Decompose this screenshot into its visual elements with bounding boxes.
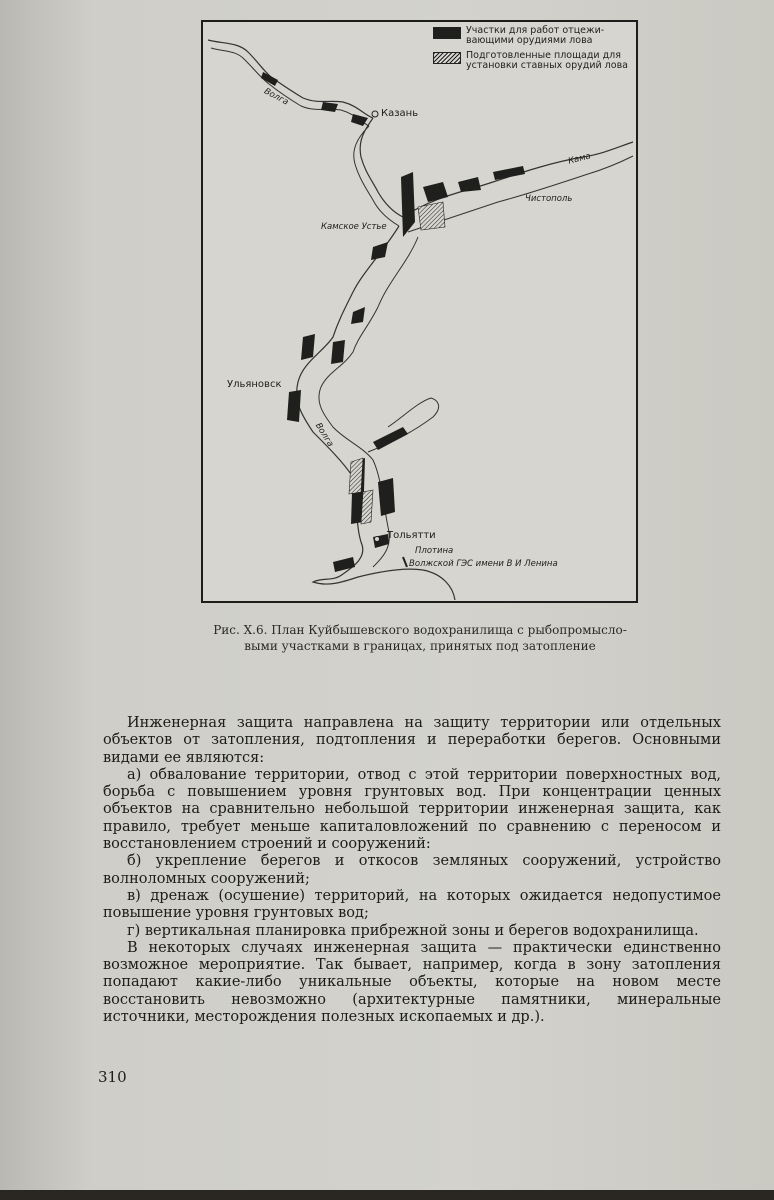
label-volga-mid: Волга	[312, 421, 336, 449]
label-dam-2: Волжской ГЭС имени В И Ленина	[409, 559, 558, 569]
dam-line	[403, 557, 407, 567]
fishing-area-dark	[331, 340, 345, 364]
volga-below-dam	[313, 569, 455, 600]
tolyatti-marker	[375, 537, 380, 542]
reservoir-west-shore	[297, 226, 399, 574]
hatched-swatch-icon	[433, 52, 461, 64]
caption-line: выми участками в границах, принятых под затопление	[244, 639, 596, 653]
label-tolyatti: Тольятти	[387, 530, 436, 541]
label-dam-1: Плотина	[415, 546, 454, 556]
caption-line: Рис. X.6. План Куйбышевского водохранилища с рыбопромысло-	[213, 623, 627, 637]
legend-item-hatched	[433, 51, 637, 71]
volga-upper-river	[208, 40, 373, 118]
reservoir-map	[201, 20, 638, 603]
fishing-area-dark	[373, 427, 408, 450]
paragraph: г) вертикальная планировка прибрежной зоны и берегов водохранилища.	[127, 922, 699, 939]
fishing-area-hatched	[361, 490, 373, 524]
legend-item-dark	[433, 26, 637, 46]
figure-caption	[195, 622, 645, 654]
fishing-area-hatched	[418, 202, 445, 230]
map-legend	[433, 26, 637, 76]
paragraph: В некоторых случаях инженерная защита — практически единственно возможное мероприятие. Так бывает, например, когда в зону затопления попадают какие-либо уникальные объекты, которые на новом месте восстановить невозможно (архитектурные памятники, минеральные источники, месторождения полезных ископаемых и др.).	[103, 939, 721, 1026]
paragraph: а) обвалование территории, отвод с этой территории поверхностных вод, борьба с повышением уровня грунтовых вод. При концентрации ценных объектов на сравнительно небольшой территории инженерная защита, как правило, требует меньше капиталовложений по сравнению с переносом и восстановлением строений и сооружений:	[103, 766, 721, 853]
fishing-area-dark	[371, 242, 388, 260]
fishing-area-dark	[458, 177, 481, 192]
paragraph: Инженерная защита направлена на защиту территории или отдельных объектов от затопления, подтопления и переработки берегов. Основными видами ее являются:	[103, 715, 721, 766]
label-chistopol: Чистополь	[525, 194, 573, 204]
body-text	[103, 715, 721, 1026]
fishing-area-dark	[423, 182, 448, 202]
label-ulyanovsk: Ульяновск	[227, 379, 282, 390]
fishing-area-dark	[287, 390, 301, 422]
fishing-area-dark	[301, 334, 315, 360]
label-kama: Кама	[567, 151, 592, 167]
volga-upper-river-bank	[211, 48, 369, 126]
fishing-area-dark	[401, 172, 415, 237]
label-volga-top: Волга	[262, 86, 290, 108]
fishing-area-dark	[378, 478, 395, 516]
dark-swatch-icon	[433, 27, 461, 39]
fishing-area-dark	[321, 102, 338, 112]
map-drawing	[203, 22, 636, 601]
paragraph: в) дренаж (осушение) территорий, на которых ожидается недопустимое повышение уровня грунтовых вод;	[103, 887, 721, 922]
fishing-area-hatched	[349, 458, 363, 494]
legend-label: Подготовленные площади для установки ставных орудий лова	[466, 50, 628, 71]
fishing-area-dark	[333, 557, 355, 572]
paragraph: б) укрепление берегов и откосов земляных сооружений, устройство волноломных сооружений;	[103, 853, 721, 887]
fishing-area-dark	[493, 166, 525, 180]
page-number: 310	[98, 1068, 127, 1086]
label-kazan: Казань	[381, 108, 419, 119]
fishing-area-dark	[351, 307, 365, 324]
legend-label: Участки для работ отцежи-вающими орудиями лова	[466, 25, 605, 46]
label-kamskoe-ustie: Камское Устье	[321, 222, 387, 232]
volga-kazan-bend	[360, 118, 403, 217]
kazan-marker	[372, 111, 378, 117]
